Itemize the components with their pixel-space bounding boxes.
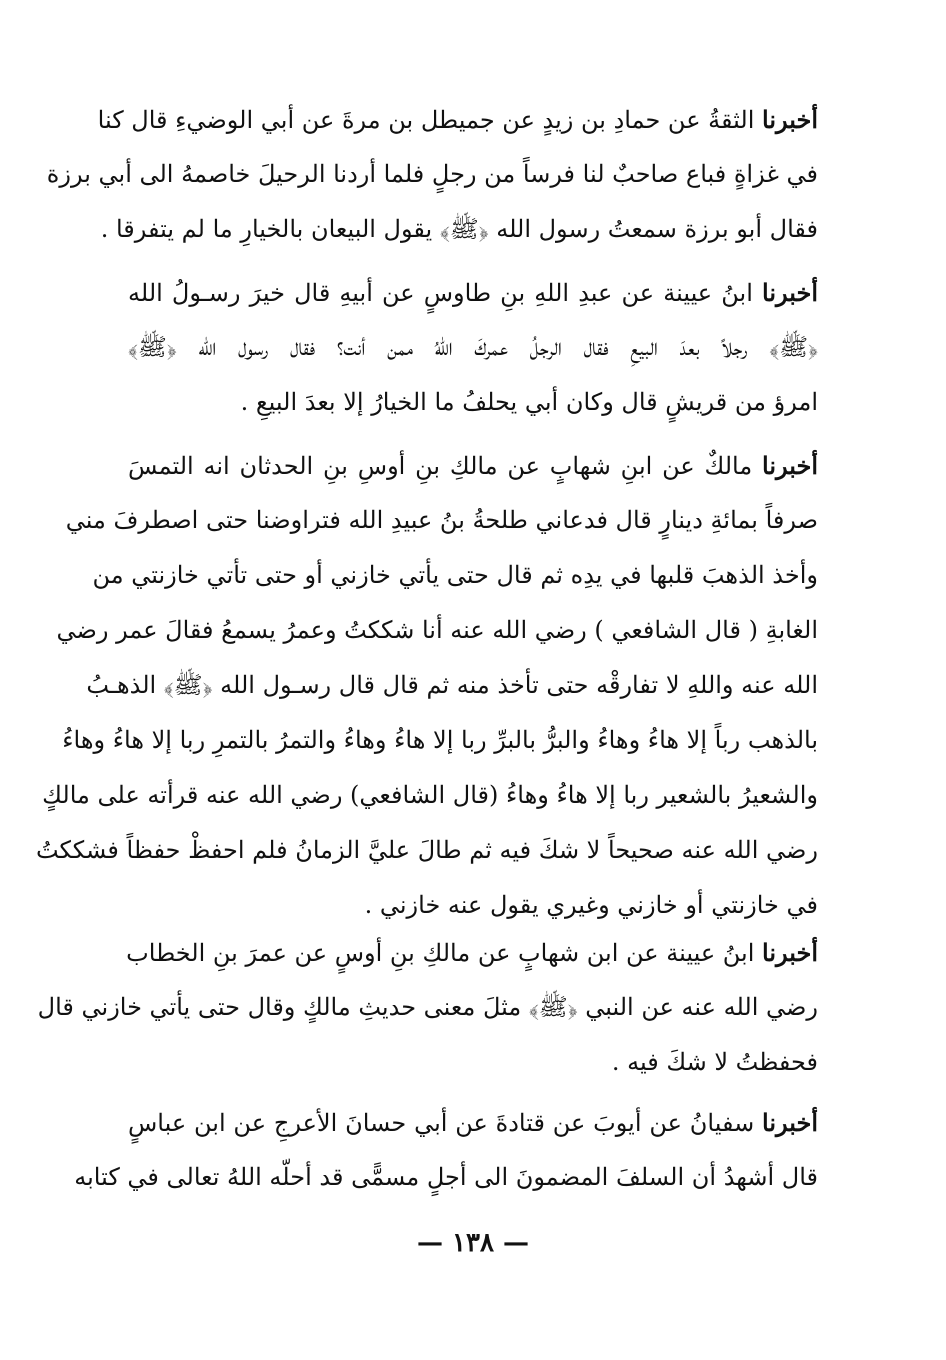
narration-lead: أخبرنا bbox=[762, 105, 818, 134]
text-line: الله عنه واللهِ لا تفارقْه حتى تأخذ منه ثم قال قال رسـول الله ﴿ﷺ﴾ الذهـبُ bbox=[86, 671, 818, 699]
text-line: وأخذ الذهبَ قلبها في يدِه ثم قال حتى يأتي خازني أو حتى تأتي خازنتي من bbox=[92, 561, 818, 589]
line-text: الثقةُ عن حمادِ بن زيدٍ عن جميطل بن مرةَ عن أبي الوضيءِ قال كنا bbox=[97, 106, 763, 134]
narration-1 bbox=[46, 92, 818, 257]
narration-3 bbox=[35, 438, 818, 933]
text-line: فحفظتُ لا شكَ فيه . bbox=[611, 1048, 818, 1076]
narration-lead: أخبرنا bbox=[762, 451, 818, 480]
text-line: فقال أبو برزة سمعتُ رسول الله ﴿ﷺ﴾ يقول البيعان بالخيارِ ما لم يتفرقا . bbox=[100, 215, 818, 243]
text-line: قال أشهدُ أن السلفَ المضمونَ الى أجلٍ مسمًّى قد أحلّه اللهُ تعالى في كتابه bbox=[74, 1163, 818, 1191]
text-line: ﴿ﷺ﴾ رجلاً بعدَ البيعِ فقال الرجلُ عمركَ اللهُ ممن أنت؟ فقال رسول الله ﴿ﷺ﴾ bbox=[128, 333, 818, 361]
text-line bbox=[128, 925, 818, 980]
text-line: رضي الله عنه عن النبي ﴿ﷺ﴾ مثلَ معنى حديثِ مالكٍ وقال حتى يأتي خازني قال bbox=[37, 993, 818, 1021]
text-line: بالذهب رباً إلا هاءُ وهاءُ والبرُّ بالبرِّ ربا إلا هاءُ وهاءُ والتمرُ بالتمرِ ربا إلا هاءُ وهاءُ bbox=[62, 726, 818, 754]
text-line: امرؤ من قريشٍ قال وكان أبي يحلفُ ما الخيارُ إلا بعدَ البيعِ . bbox=[240, 388, 818, 416]
text-line: والشعيرُ بالشعير ربا إلا هاءُ وهاءُ (قال الشافعي) رضي الله عنه قرأته على مالكٍ bbox=[42, 781, 818, 809]
page-number: — ١٣٨ — bbox=[416, 1228, 530, 1258]
text-line bbox=[128, 1095, 818, 1150]
line-text: سفيانُ عن أيوبَ عن قتادةَ عن أبي حسانَ الأعرجِ عن ابن عباسٍ bbox=[128, 1109, 763, 1137]
text-line: صرفاً بمائةِ دينارٍ قال فدعاني طلحةُ بنُ عبيدِ الله فتراوضنا حتى اصطرفَ مني bbox=[65, 506, 818, 534]
line-text: ابنُ عيينة عن عبدِ اللهِ بنِ طاوسٍ عن أبيهِ قال خيرَ رسـولُ الله bbox=[128, 279, 763, 307]
text-line bbox=[128, 265, 818, 320]
narration-4 bbox=[37, 925, 818, 1090]
text-line: في غزاةٍ فباع صاحبٌ لنا فرساً من رجلٍ فلما أردنا الرحيلَ خاصمهُ الى أبي برزة bbox=[46, 160, 818, 188]
narration-5 bbox=[74, 1095, 818, 1205]
narration-lead: أخبرنا bbox=[762, 1108, 818, 1137]
line-text: مالكٌ عن ابنِ شهابٍ عن مالكِ بنِ أوسِ بنِ الحدثان انه التمسَ bbox=[128, 452, 763, 480]
narration-lead: أخبرنا bbox=[762, 278, 818, 307]
line-text: ابنُ عيينة عن ابن شهابٍ عن مالكِ بنِ أوسٍ عن عمرَ بنِ الخطاب bbox=[126, 939, 763, 967]
narration-2 bbox=[128, 265, 818, 430]
text-line bbox=[128, 438, 818, 493]
narration-lead: أخبرنا bbox=[762, 938, 818, 967]
text-line: رضي الله عنه صحيحاً لا شكَ فيه ثم طالَ عليَّ الزمانُ فلم احفظْ حفظاً فشككتُ bbox=[35, 836, 818, 864]
text-line bbox=[97, 92, 818, 147]
text-line: الغابةِ ( قال الشافعي ) رضي الله عنه أنا شككتُ وعمرُ يسمعُ فقالَ عمر رضي bbox=[56, 616, 818, 644]
text-line: في خازنتي أو خازني وغيري يقول عنه خازني . bbox=[364, 891, 818, 919]
